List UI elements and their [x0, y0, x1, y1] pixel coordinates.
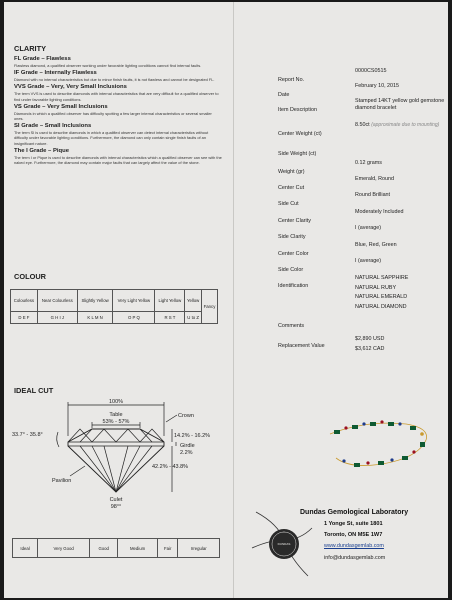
girdle-pct-label: 2.2% — [180, 450, 193, 456]
cut-grade: Medium — [118, 539, 158, 558]
cut-grade-table — [12, 538, 220, 558]
clarity-grade-title: SI Grade – Small Inclusions — [14, 123, 92, 130]
colour-grade-letters: O P Q — [113, 312, 155, 324]
report-row — [278, 83, 444, 98]
identification-item: NATURAL RUBY — [355, 284, 397, 291]
colour-grade-letters: K L M N — [77, 312, 113, 324]
colour-scale-table — [10, 289, 218, 324]
colour-column-name: Light Yellow — [155, 290, 185, 312]
report-label: Center Color — [278, 251, 309, 257]
report-value: Stamped 14KT yellow gold gemstone diamond bracelet — [355, 98, 445, 111]
report-label: Comments — [278, 323, 305, 329]
report-label: Side Weight (ct) — [278, 151, 317, 157]
report-value-note: (approximate due to mounting) — [371, 122, 440, 128]
report-row — [278, 142, 444, 160]
crown-angle-label: 33.7° - 35.8° — [12, 432, 43, 438]
clarity-grade-text: Diamonds in which a qualified observer has difficulty spotting a few larger internal characteristics or several smaller ones. — [14, 110, 212, 122]
clarity-heading: CLARITY — [14, 44, 47, 53]
report-row — [278, 176, 444, 192]
report-row — [278, 209, 444, 225]
identification-list — [355, 274, 408, 312]
lab-email[interactable]: info@dundasgemlab.com — [324, 555, 386, 561]
colour-column-name: Near Colourless — [37, 290, 77, 312]
pavilion-depth-label: 42.2% - 43.8% — [152, 464, 189, 470]
report-label: Center Weight (ct) — [278, 131, 322, 137]
report-value: Moderately Included — [355, 209, 404, 215]
colour-column-name: Colourless — [11, 290, 38, 312]
total-width-label: 100% — [108, 399, 124, 405]
report-value: February 10, 2015 — [355, 83, 400, 89]
pavilion-label: Pavilion — [52, 478, 72, 484]
report-value: Emerald, Round — [355, 176, 394, 182]
identification-row — [278, 274, 444, 314]
identification-item: NATURAL DIAMOND — [355, 303, 407, 310]
appraisal-certificate — [4, 2, 448, 598]
colour-grade-letters: D E F — [11, 312, 38, 324]
identification-item: NATURAL SAPPHIRE — [355, 275, 409, 281]
colour-heading: COLOUR — [14, 272, 47, 281]
report-details — [278, 68, 444, 356]
cut-grade: Good — [90, 539, 118, 558]
bracelet-photo — [326, 414, 436, 474]
report-row — [278, 122, 444, 142]
clarity-grade — [14, 148, 222, 165]
crown-label: Crown — [178, 413, 194, 419]
lab-website-link[interactable]: www.dundasgemlab.com — [324, 543, 384, 549]
svg-text:★: ★ — [282, 530, 286, 534]
report-label: Center Clarity — [278, 218, 311, 224]
crown-height-label: 14.2% - 16.2% — [174, 433, 211, 439]
colour-grade-letters: G H I J — [37, 312, 77, 324]
report-label: Side Cut — [278, 201, 299, 207]
colour-grade-letters: U to Z — [185, 312, 202, 324]
report-label: Item Description — [278, 107, 317, 113]
report-value: Blue, Red, Green — [355, 242, 397, 248]
report-value: I (average) — [355, 258, 382, 264]
report-label: Identification — [278, 283, 309, 289]
report-row — [278, 160, 444, 176]
colour-column-name: Fancy — [201, 290, 217, 324]
clarity-grade-text: Diamond with no internal characteristics but due to minor finish faults, it is not flawless and cannot be designated FL. — [14, 77, 215, 83]
report-label: Replacement Value — [278, 343, 325, 349]
cut-grade: Ideal — [13, 539, 38, 558]
replacement-values — [355, 334, 384, 354]
colour-column-name: Very Light Yellow — [113, 290, 155, 312]
clarity-grade — [14, 123, 222, 146]
colour-grade-letters: R S T — [155, 312, 185, 324]
clarity-grade-text: The term I or Pique is used to describe diamonds with internal characteristics which a qualified observer can see with the naked eye. Furthermore, the diamond may contain major faults that can largely affect the value of the stone. — [14, 154, 222, 166]
report-row — [278, 68, 444, 83]
report-label: Weight (gr) — [278, 169, 305, 175]
clarity-grade — [14, 84, 222, 101]
replacement-usd: $2,890 USD — [355, 336, 385, 342]
clarity-grades — [14, 56, 222, 167]
cut-grade: Very Good — [38, 539, 90, 558]
report-value: 0.12 grams — [355, 160, 382, 166]
report-label: Center Cut — [278, 185, 305, 191]
diamond-diagram — [10, 396, 228, 520]
clarity-grade-text: Flawless diamond, a qualified observer working under favorable lighting conditions cannot find internal faults. — [14, 63, 202, 68]
colour-column-name: Yellow — [185, 290, 202, 312]
clarity-grade-title: IF Grade – Internally Flawless — [14, 70, 97, 77]
report-row — [278, 225, 444, 242]
report-value: 0000CS0515 — [355, 68, 387, 74]
report-value-text: 8.50ct — [355, 122, 370, 128]
identification-item: NATURAL EMERALD — [355, 294, 408, 300]
report-label: Date — [278, 92, 290, 98]
lab-address-line1: 1 Yonge St, suite 1801 — [324, 521, 383, 527]
colour-column-name: Slightly Yellow — [77, 290, 113, 312]
clarity-grade-text: The term VVS is used to describe diamonds with internal characteristics that are very difficult for a qualified observer to find under favorable lighting conditions. — [14, 91, 219, 102]
comments-row — [278, 314, 444, 334]
report-row — [278, 242, 444, 258]
culet-angle-label: 98°° — [110, 504, 122, 510]
replacement-row — [278, 334, 444, 356]
svg-text:DUNDAS: DUNDAS — [277, 542, 291, 546]
report-row — [278, 258, 444, 274]
table-range-label: 53% - 57% — [102, 419, 130, 425]
ideal-cut-heading: IDEAL CUT — [14, 386, 54, 395]
fold-line — [233, 2, 234, 598]
report-row — [278, 192, 444, 209]
girdle-label: Girdle — [180, 443, 195, 449]
report-value — [355, 122, 448, 129]
report-label: Side Color — [278, 267, 304, 273]
clarity-grade — [14, 70, 222, 82]
table-label: Table — [109, 412, 123, 418]
clarity-grade — [14, 56, 222, 68]
cut-grade: Fair — [157, 539, 178, 558]
report-label: Side Clarity — [278, 234, 306, 240]
lab-name: Dundas Gemological Laboratory — [300, 509, 409, 516]
clarity-grade-title: VVS Grade – Very, Very Small Inclusions — [14, 84, 127, 91]
cut-grade: Irregular — [178, 539, 220, 558]
clarity-grade-title: FL Grade – Flawless — [14, 56, 71, 62]
replacement-cad: $3,612 CAD — [355, 346, 385, 352]
report-row — [278, 98, 444, 122]
report-value: Round Brilliant — [355, 192, 391, 198]
clarity-grade-title: VS Grade – Very Small Inclusions — [14, 103, 108, 110]
report-value: I (average) — [355, 225, 382, 231]
lab-address-line2: Toronto, ON M5E 1W7 — [324, 532, 383, 538]
clarity-grade — [14, 104, 222, 121]
clarity-grade-title: The I Grade – Pique — [14, 147, 69, 154]
clarity-grade-text: The term SI is used to describe diamonds in which a qualified observer can detect internal characteristics without difficulty under favorable lighting conditions. Furthermore, the diamond can only contain single finish faults of an insignificant nature. — [14, 130, 209, 146]
report-label: Report No. — [278, 77, 305, 83]
culet-label: Culet — [109, 497, 123, 503]
